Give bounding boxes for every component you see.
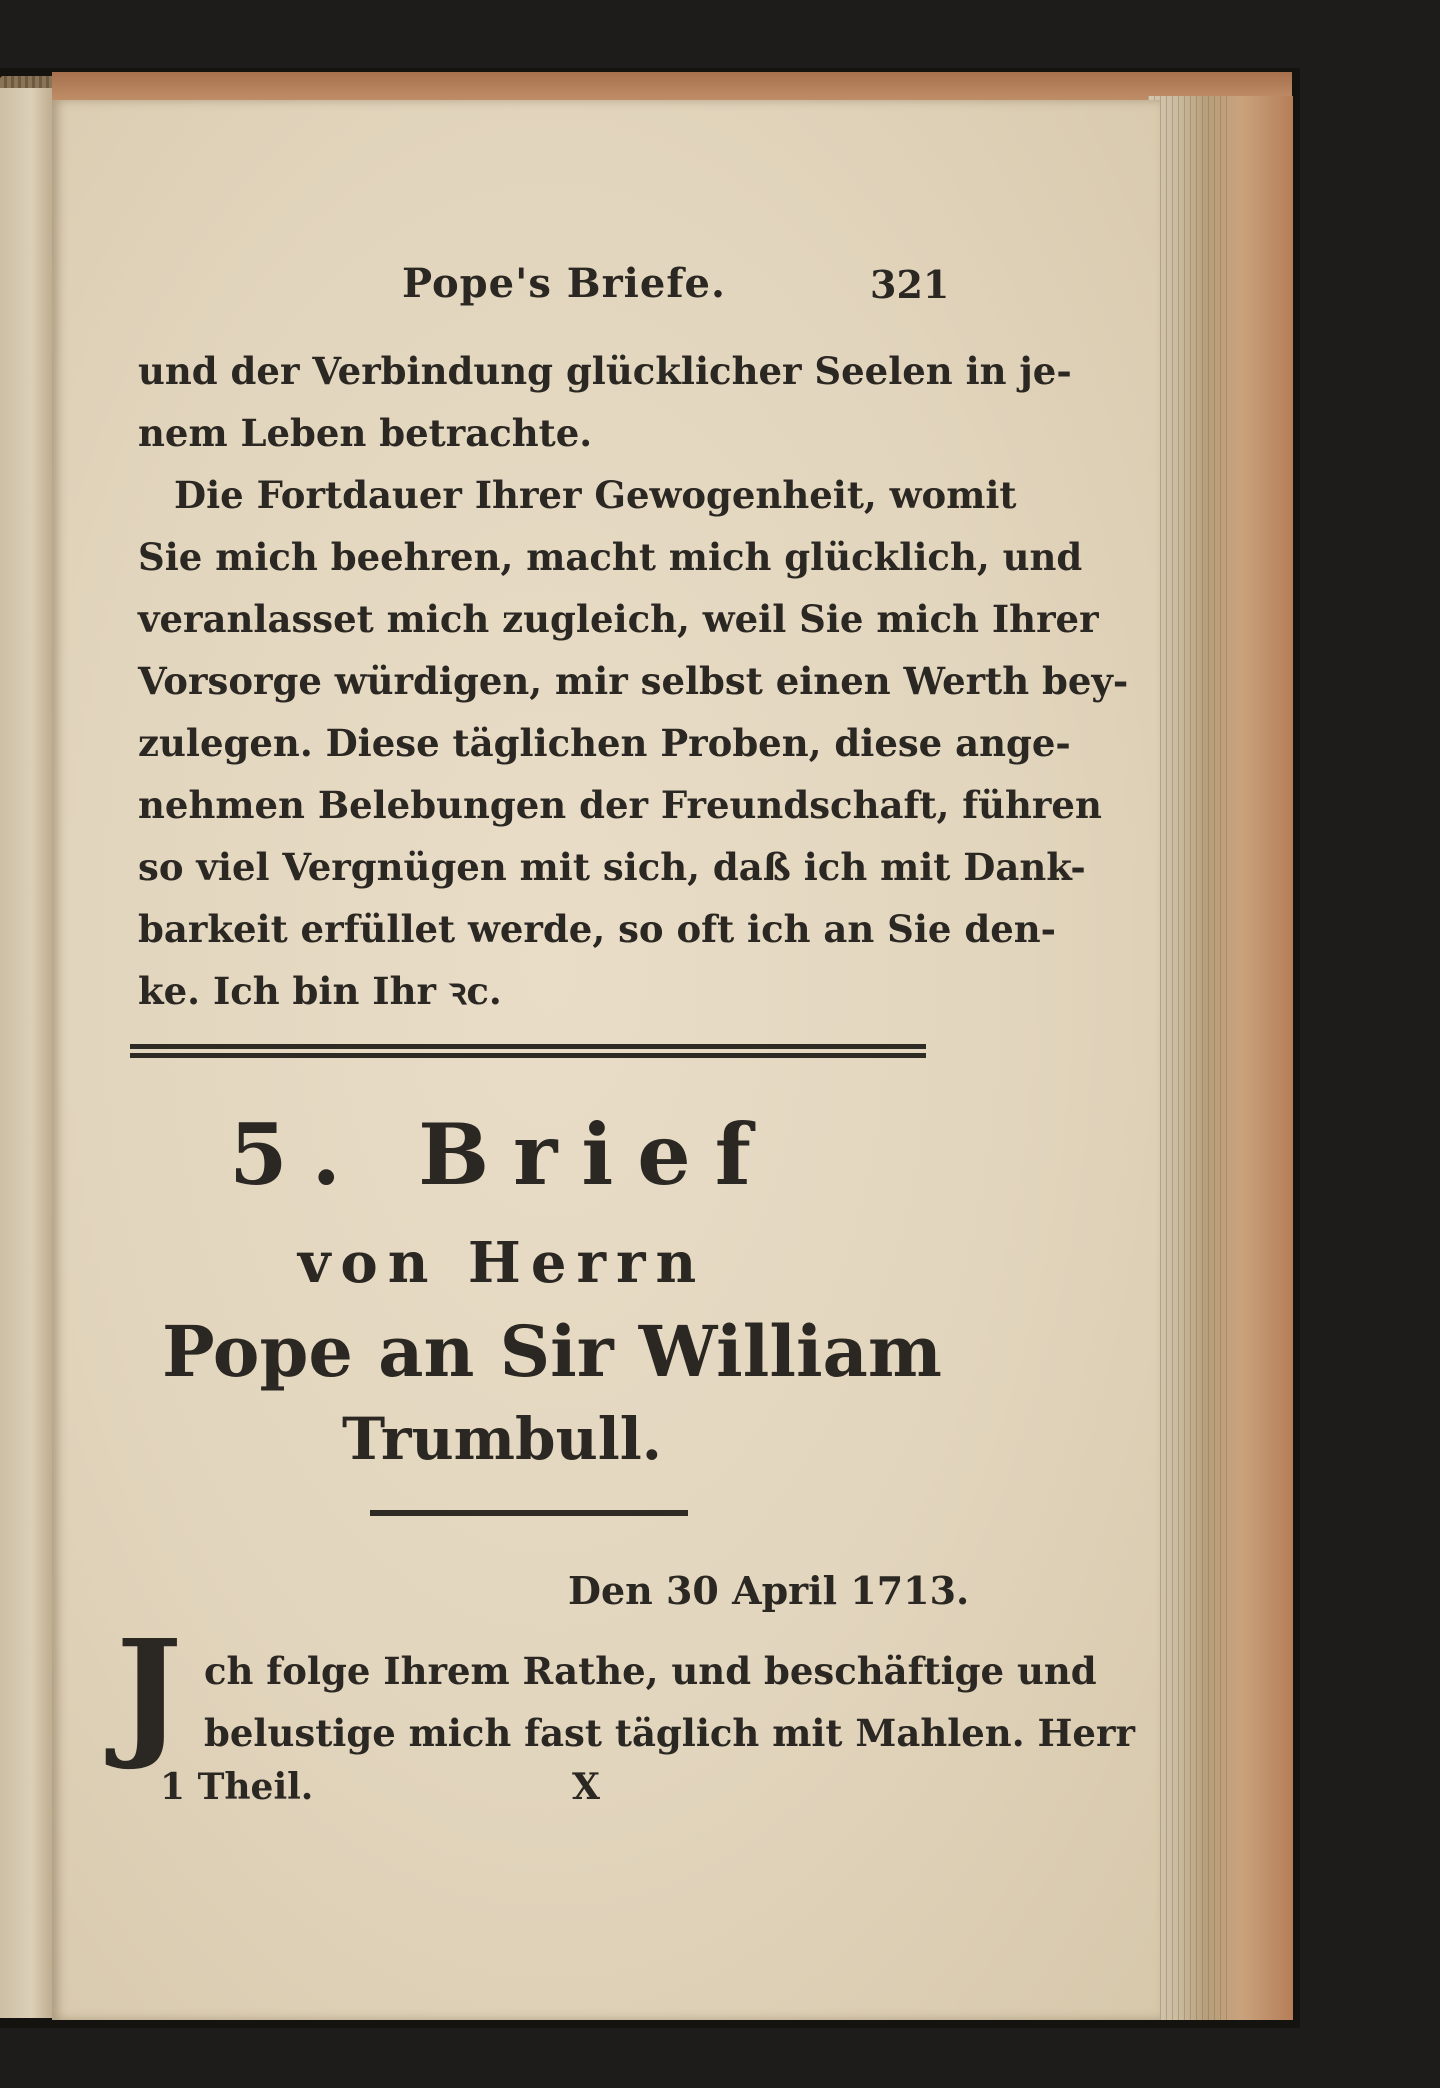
letter-recipient-name: Trumbull. xyxy=(341,1405,663,1473)
recipient-word: an xyxy=(378,1310,475,1393)
text-line: veranlasset mich zugleich, weil Sie mich Ihrer xyxy=(138,597,1099,641)
text-line: barkeit erfüllet werde, so oft ich an Sie den- xyxy=(138,907,1057,951)
section-divider-double xyxy=(130,1044,926,1058)
text-line: nehmen Belebungen der Freundschaft, führen xyxy=(138,783,1102,827)
letter-date: Den 30 April 1713. xyxy=(568,1568,970,1613)
recipient-word: Pope xyxy=(162,1310,353,1393)
text-line: Sie mich beehren, macht mich glücklich, und xyxy=(138,535,1083,579)
left-page-edge xyxy=(0,88,54,2018)
text-line: und der Verbindung glücklicher Seelen in je- xyxy=(138,349,1072,393)
page-number: 321 xyxy=(870,262,950,307)
signature-mark: 1 Theil. xyxy=(160,1766,314,1808)
running-header-title: Pope's Briefe. xyxy=(402,260,726,307)
text-line: so viel Vergnügen mit sich, daß ich mit Dank- xyxy=(138,845,1086,889)
letter-from-line: von Herrn xyxy=(297,1230,707,1296)
recipient-word: Sir xyxy=(499,1310,614,1393)
gathering-mark: X xyxy=(572,1766,600,1808)
text-line: ch folge Ihrem Rathe, und beschäftige und xyxy=(204,1649,1097,1693)
book-page xyxy=(52,100,1160,2020)
text-line: Vorsorge würdigen, mir selbst einen Werth bey- xyxy=(138,659,1129,703)
page-fore-edge xyxy=(1148,96,1293,2020)
book-cover-top-edge xyxy=(52,72,1292,102)
letter-opening-text xyxy=(204,1640,1135,1764)
text-line: nem Leben betrachte. xyxy=(138,411,593,455)
drop-cap: J xyxy=(116,1610,183,1774)
text-line: belustige mich fast täglich mit Mahlen. Herr xyxy=(204,1711,1135,1755)
recipient-word: William xyxy=(638,1310,942,1393)
body-text xyxy=(138,340,1129,1022)
letter-recipient-line xyxy=(162,1310,942,1393)
letter-heading: 5. Brief xyxy=(229,1105,775,1204)
section-divider-single xyxy=(370,1510,688,1516)
text-line: Die Fortdauer Ihrer Gewogenheit, womit xyxy=(174,473,1017,517)
text-line: ke. Ich bin Ihr ꝛc. xyxy=(138,969,502,1013)
text-line: zulegen. Diese täglichen Proben, diese ange- xyxy=(138,721,1071,765)
